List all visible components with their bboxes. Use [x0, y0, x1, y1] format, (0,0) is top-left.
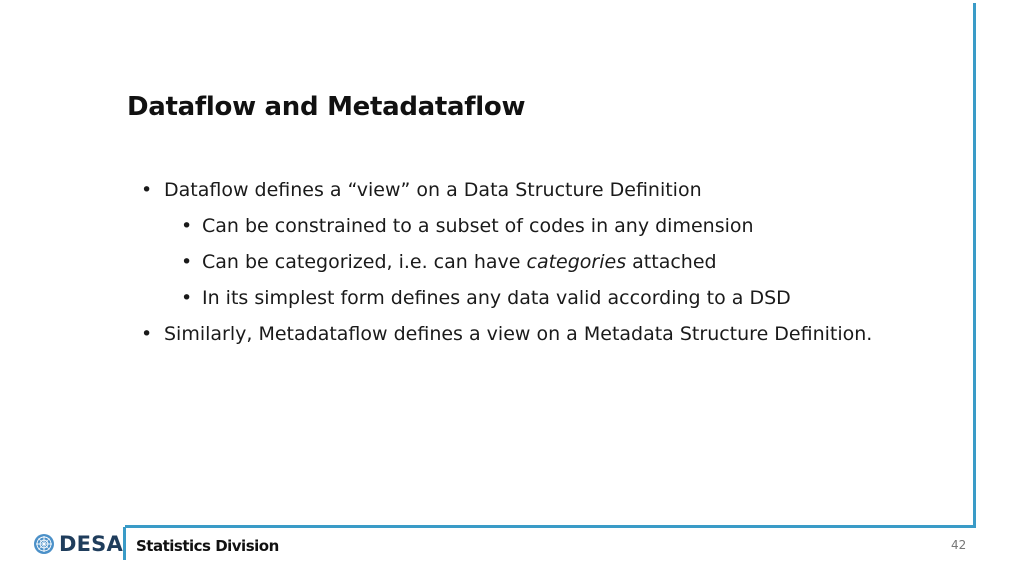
bullet-icon: • — [141, 179, 153, 201]
bullet-text: Dataflow defines a “view” on a Data Structure Definition — [164, 179, 702, 201]
bullet-text: In its simplest form defines any data valid according to a DSD — [202, 287, 791, 309]
bullet-icon: • — [141, 323, 153, 345]
slide-frame-bottom-border — [125, 525, 976, 528]
bullet-icon: • — [181, 287, 193, 309]
un-emblem-icon — [33, 533, 55, 555]
footer-divider — [123, 527, 126, 560]
bullet-icon: • — [181, 251, 193, 273]
bullet-item-level2 — [181, 251, 717, 273]
bullet-item-level2 — [181, 215, 754, 237]
desa-logo — [33, 532, 123, 556]
bullet-item-level1 — [141, 179, 702, 201]
bullet-icon: • — [181, 215, 193, 237]
bullet-item-level2 — [181, 287, 791, 309]
page-number: 42 — [951, 538, 967, 552]
bullet-text-suffix: attached — [626, 251, 717, 273]
slide-frame-right-border — [973, 3, 976, 528]
bullet-text: Similarly, Metadataflow defines a view on a Metadata Structure Definition. — [164, 323, 873, 345]
slide-title: Dataflow and Metadataflow — [127, 92, 526, 122]
desa-logo-text: DESA — [59, 532, 123, 556]
bullet-text: Can be constrained to a subset of codes in any dimension — [202, 215, 754, 237]
bullet-text-prefix: Can be categorized, i.e. can have — [202, 251, 527, 273]
footer-division-name: Statistics Division — [136, 537, 279, 555]
bullet-text-emphasis: categories — [526, 251, 627, 273]
bullet-item-level1 — [141, 323, 873, 345]
